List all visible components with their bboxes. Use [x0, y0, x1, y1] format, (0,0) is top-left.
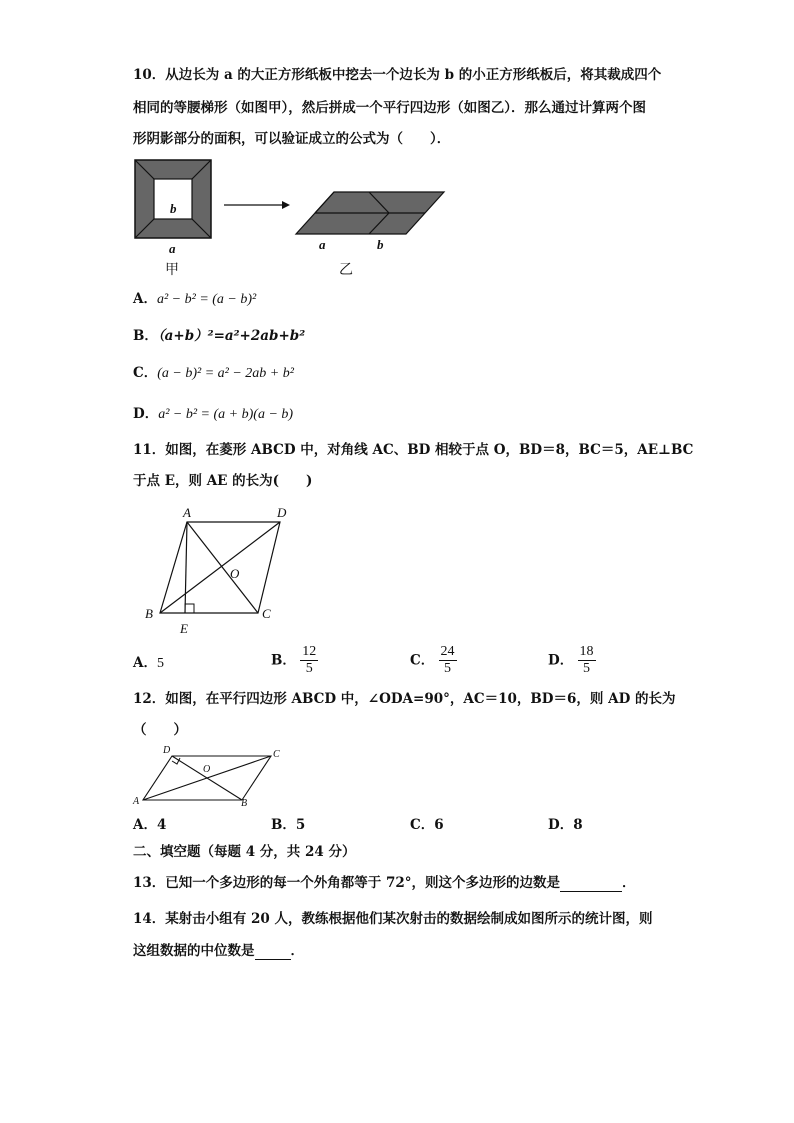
q13-answer-blank[interactable]: [560, 875, 622, 892]
parallelogram-label-o: O: [203, 764, 211, 775]
rhombus-label-b: B: [145, 606, 153, 621]
q14-line2: 这组数据的中位数是 ．: [133, 943, 304, 959]
q12-option-a: A．4: [133, 817, 167, 833]
q11-option-d: D． $\frac{18}{5}$: [548, 644, 594, 676]
q12-option-d: D．8: [548, 817, 583, 833]
q10-option-b: B．（a+b）²=a²+2ab+b²: [133, 328, 306, 344]
q14-answer-blank[interactable]: [255, 943, 291, 960]
q12-option-c: C．6: [410, 817, 444, 833]
q10-option-d: D．a² − b² = (a + b)(a − b): [133, 406, 294, 422]
figure-jia-label-a: a: [169, 241, 176, 256]
figure-yi-label-a: a: [319, 237, 326, 252]
figure-jia: [134, 159, 214, 241]
q11-option-b: B． $\frac{12}{5}$: [271, 644, 317, 676]
parallelogram-label-b: B: [241, 798, 248, 809]
q10-option-c: C．(a − b)² = a² − 2ab + b²: [133, 365, 294, 381]
figure-parallelogram: [130, 744, 290, 814]
section-heading: 二、填空题（每题 4 分，共 24 分）: [133, 844, 356, 860]
figure-yi-label-b: b: [377, 237, 384, 252]
q14-line1: 14．某射击小组有 20 人，教练根据他们某次射击的数据绘制成如图所示的统计图，则: [133, 911, 653, 927]
figure-yi: [294, 191, 446, 235]
figure-jia-caption: 甲: [165, 262, 179, 278]
q12-line2: （ ）: [133, 722, 187, 738]
q13-text: 13．已知一个多边形的每一个外角都等于 72°，则这个多边形的边数是 ．: [133, 875, 636, 891]
arrow-icon: [224, 199, 290, 211]
rhombus-label-a: A: [183, 505, 191, 520]
q12-line1: 12．如图，在平行四边形 ABCD 中，∠ODA=90°，AC＝10，BD＝6，则 AD 的长为: [133, 691, 676, 707]
q10-line1: 10．从边长为 a 的大正方形纸板中挖去一个边长为 b 的小正方形纸板后，将其裁成四个: [133, 67, 662, 83]
q10-option-a: A．a² − b² = (a − b)²: [133, 291, 257, 307]
figure-jia-label-b: b: [170, 201, 177, 216]
q10-line2: 相同的等腰梯形（如图甲），然后拼成一个平行四边形（如图乙）．那么通过计算两个图: [133, 100, 646, 116]
figure-rhombus: [140, 505, 300, 640]
rhombus-label-c: C: [262, 606, 271, 621]
parallelogram-label-c: C: [273, 749, 280, 760]
figure-yi-caption: 乙: [339, 262, 353, 278]
rhombus-label-o: O: [230, 566, 240, 581]
q10-line3: 形阴影部分的面积，可以验证成立的公式为（ ）．: [133, 131, 451, 147]
rhombus-label-d: D: [277, 505, 287, 520]
q11-option-c: C． $\frac{24}{5}$: [410, 644, 455, 676]
q12-option-b: B．5: [271, 817, 306, 833]
q11-option-a: A．5: [133, 655, 164, 671]
q11-line1: 11．如图，在菱形 ABCD 中，对角线 AC、BD 相较于点 O，BD＝8，BC＝5，AE⊥BC: [133, 442, 694, 458]
rhombus-label-e: E: [180, 621, 188, 636]
q11-line2: 于点 E，则 AE 的长为( ): [133, 473, 313, 489]
parallelogram-label-d: D: [163, 745, 171, 756]
parallelogram-label-a: A: [133, 796, 140, 807]
